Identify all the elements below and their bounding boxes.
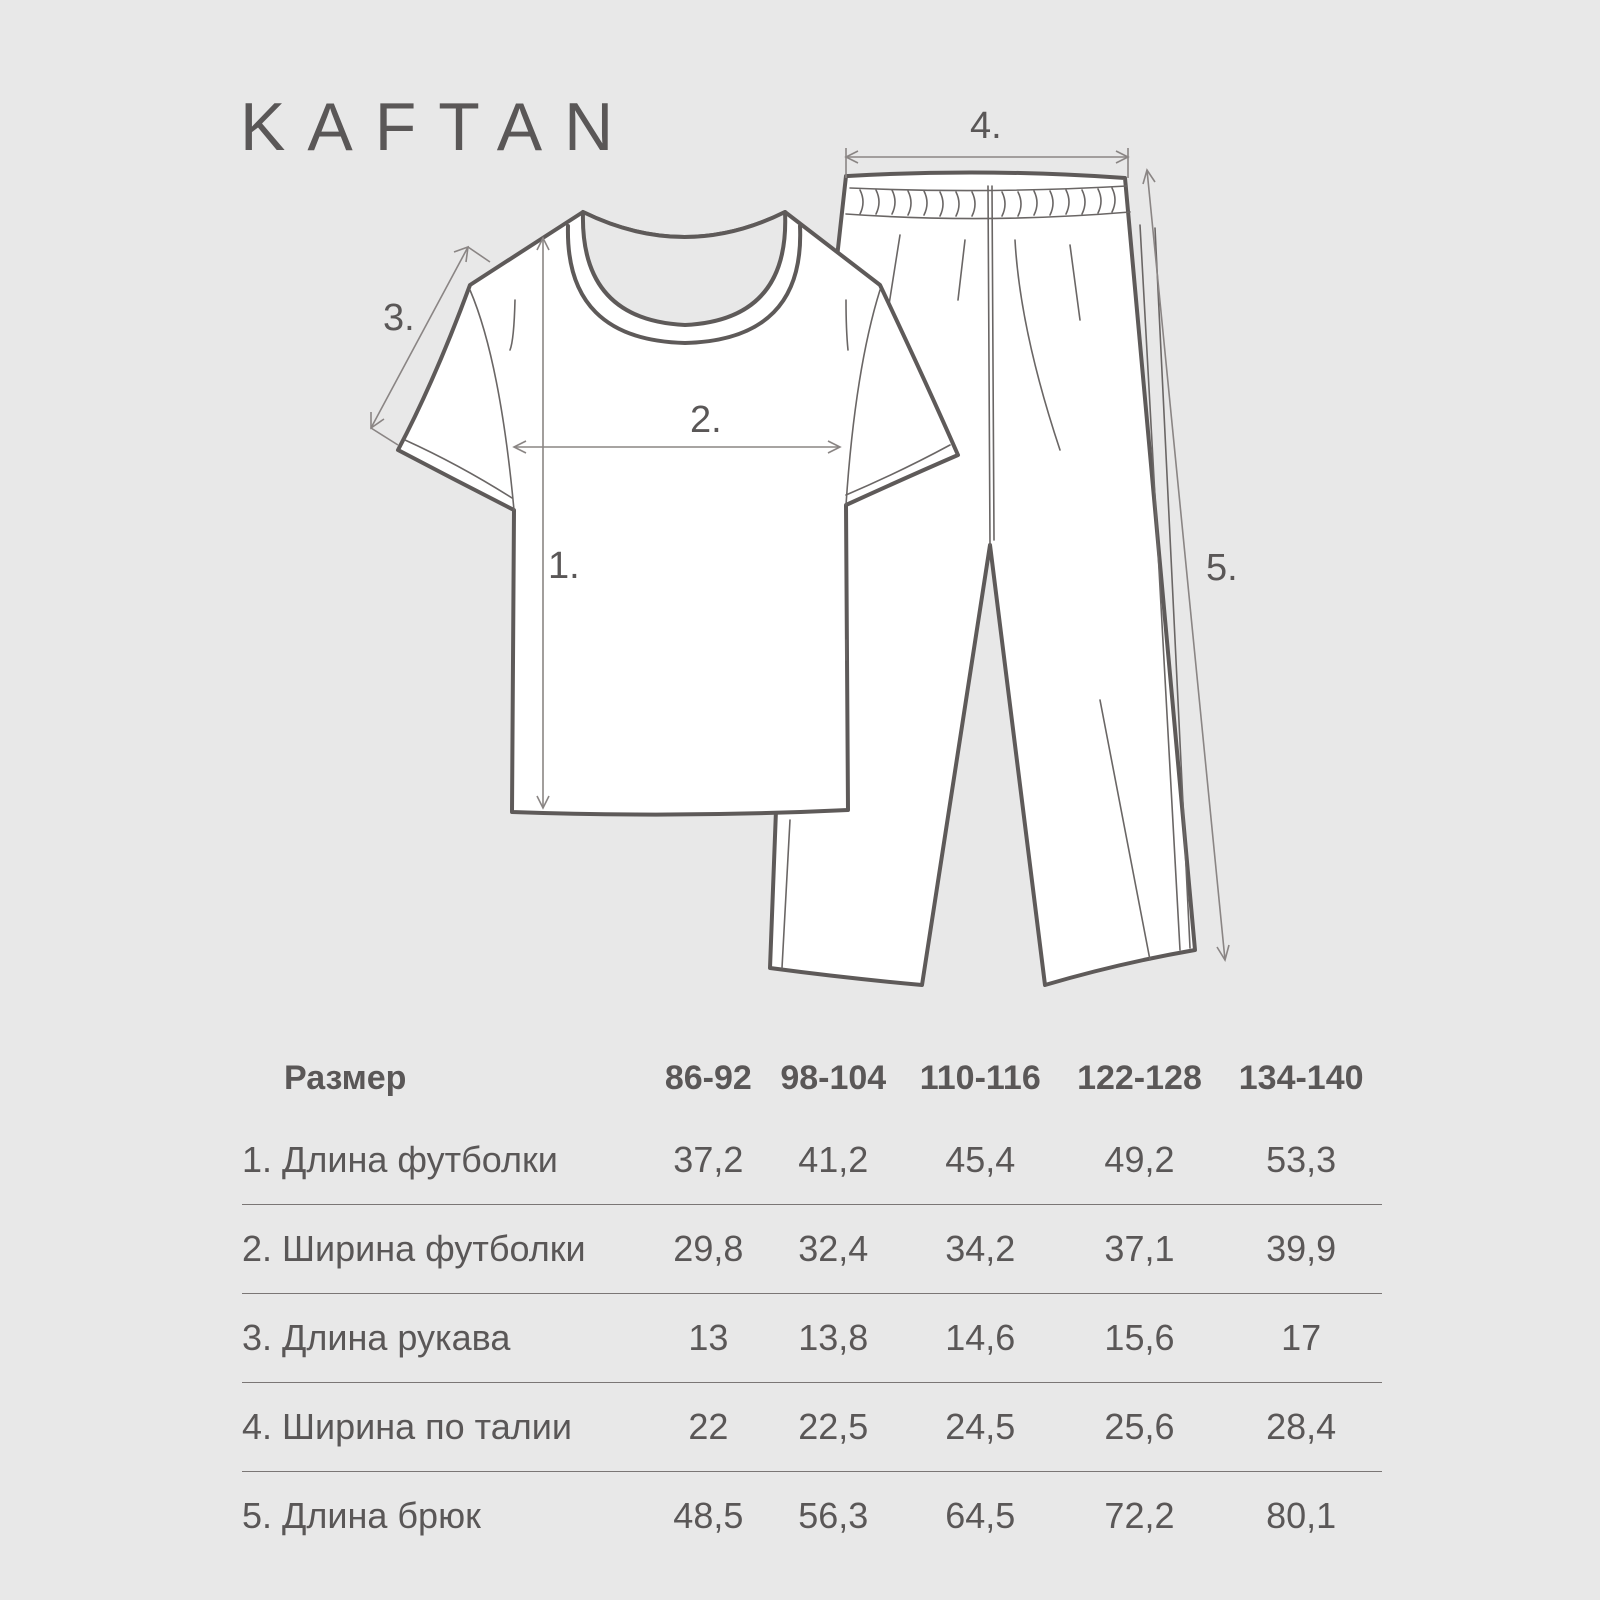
row-label: 1. Длина футболки <box>242 1139 558 1180</box>
measure-label-2: 2. <box>690 399 722 441</box>
table-row <box>242 1116 1382 1205</box>
table-cell: 37,1 <box>1059 1205 1221 1294</box>
table-cell: 13 <box>652 1294 765 1383</box>
table-cell: 32,4 <box>765 1205 902 1294</box>
size-header-label: Размер <box>284 1058 407 1097</box>
table-cell: 37,2 <box>673 1139 744 1180</box>
table-cell: 29,8 <box>652 1205 765 1294</box>
size-col-header: 134-140 <box>1238 1058 1364 1097</box>
table-cell: 41,2 <box>798 1139 869 1180</box>
table-cell: 15,6 <box>1059 1294 1221 1383</box>
measure-label-1: 1. <box>548 545 580 587</box>
table-cell: 48,5 <box>652 1472 765 1561</box>
size-col-header: 98-104 <box>780 1058 887 1097</box>
measure-label-5: 5. <box>1206 547 1238 589</box>
table-cell: 22 <box>652 1383 765 1472</box>
row-label: 5. Длина брюк <box>242 1472 652 1561</box>
table-cell: 72,2 <box>1059 1472 1221 1561</box>
table-cell: 53,3 <box>1266 1139 1337 1180</box>
table-cell: 56,3 <box>765 1472 902 1561</box>
table-cell: 49,2 <box>1104 1139 1175 1180</box>
table-cell: 39,9 <box>1220 1205 1382 1294</box>
table-row <box>242 1205 1382 1294</box>
table-row <box>242 1472 1382 1561</box>
table-cell: 13,8 <box>765 1294 902 1383</box>
brand-logo: KAFTAN <box>240 89 636 165</box>
size-col-header: 86-92 <box>664 1058 752 1097</box>
table-cell: 17 <box>1220 1294 1382 1383</box>
measure-label-4: 4. <box>970 105 1002 147</box>
table-cell: 45,4 <box>945 1139 1016 1180</box>
measure-label-3: 3. <box>383 297 415 339</box>
table-cell: 80,1 <box>1220 1472 1382 1561</box>
table-row <box>242 1294 1382 1383</box>
size-col-header: 122-128 <box>1077 1058 1202 1097</box>
table-cell: 24,5 <box>902 1383 1059 1472</box>
row-label: 2. Ширина футболки <box>242 1205 652 1294</box>
size-table <box>242 1040 1382 1560</box>
table-cell: 25,6 <box>1059 1383 1221 1472</box>
table-row <box>242 1383 1382 1472</box>
table-cell: 22,5 <box>765 1383 902 1472</box>
row-label: 4. Ширина по талии <box>242 1383 652 1472</box>
size-header-row <box>242 1040 1382 1116</box>
table-cell: 34,2 <box>902 1205 1059 1294</box>
table-cell: 14,6 <box>902 1294 1059 1383</box>
table-cell: 28,4 <box>1220 1383 1382 1472</box>
row-label: 3. Длина рукава <box>242 1294 652 1383</box>
size-col-header: 110-116 <box>919 1058 1041 1097</box>
table-cell: 64,5 <box>902 1472 1059 1561</box>
